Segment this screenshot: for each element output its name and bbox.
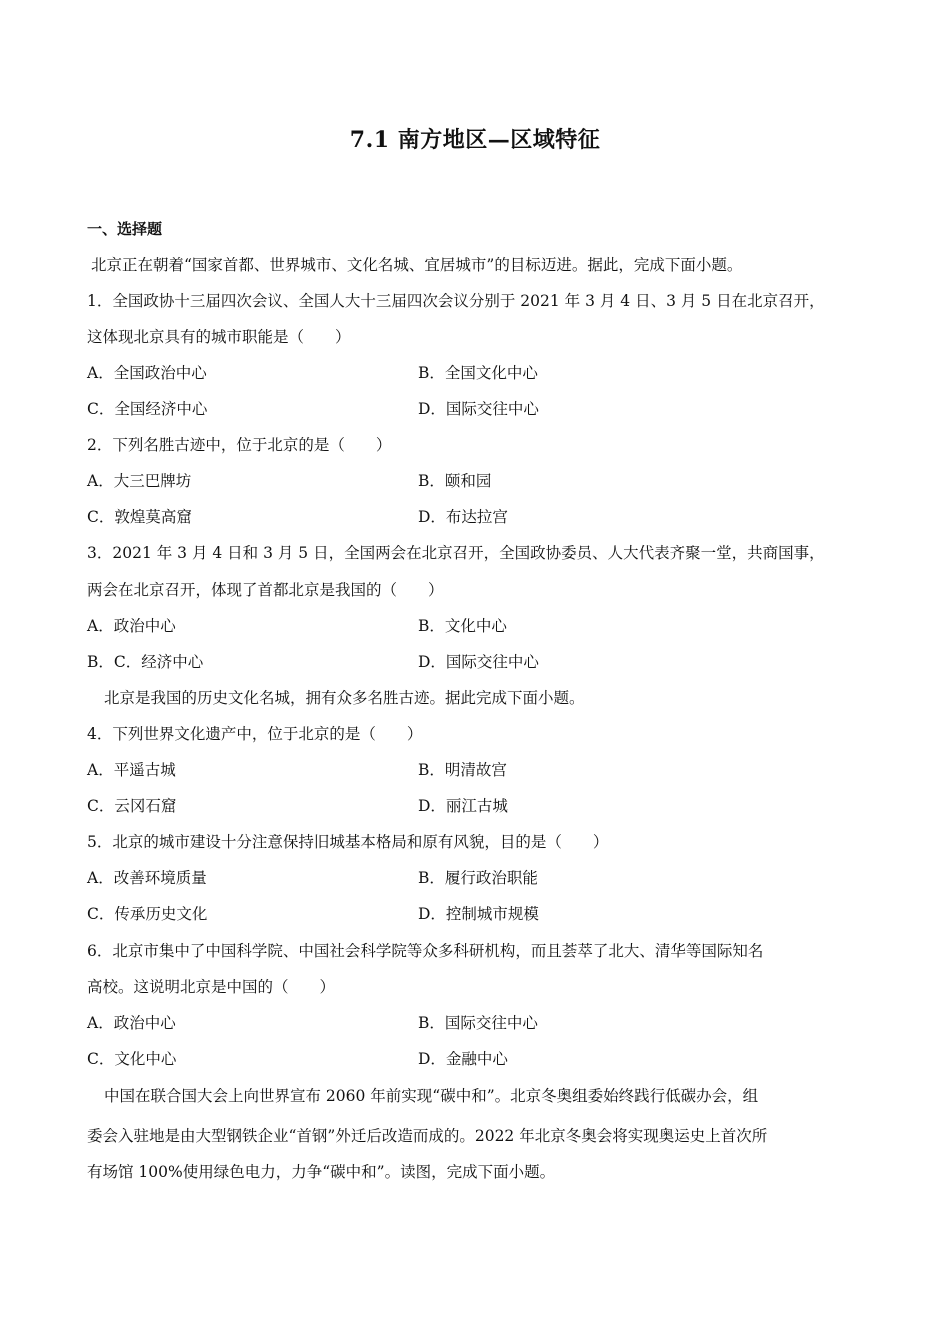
question-4-option-c: C．云冈石窟 [87,797,177,815]
question-1-option-a: A．全国政治中心 [87,364,207,382]
question-5-text: 5．北京的城市建设十分注意保持旧城基本格局和原有风貌，目的是（ ） [87,833,609,851]
question-6-option-d: D．金融中心 [418,1050,508,1068]
page-title: 7.1 南方地区—区域特征 [349,127,601,153]
question-4-option-a: A．平遥古城 [87,761,176,779]
question-3-option-c: B．C．经济中心 [87,653,204,671]
intro-paragraph-3-cont: 委会入驻地是由大型钢铁企业“首钢”外迁后改造而成的。2022 年北京冬奥会将实现奥运史上首次所 [87,1127,768,1145]
question-5-option-b: B．履行政治职能 [418,869,538,887]
question-2-option-b: B．颐和园 [418,472,492,490]
question-3-text-cont: 两会在北京召开，体现了首都北京是我国的（ ） [87,581,444,599]
question-2-option-c: C．敦煌莫高窟 [87,508,192,526]
question-3-option-a: A．政治中心 [87,617,176,635]
question-5-option-a: A．改善环境质量 [87,869,207,887]
intro-paragraph-3-end: 有场馆 100%使用绿色电力，力争“碳中和”。读图，完成下面小题。 [87,1163,556,1181]
question-2-option-a: A．大三巴牌坊 [87,472,192,490]
question-4-text: 4．下列世界文化遗产中，位于北京的是（ ） [87,725,423,743]
intro-paragraph-1: 北京正在朝着“国家首都、世界城市、文化名城、宜居城市”的目标迈进。据此，完成下面小题。 [91,256,743,274]
question-6-option-c: C．文化中心 [87,1050,177,1068]
intro-paragraph-3: 中国在联合国大会上向世界宣布 2060 年前实现“碳中和”。北京冬奥组委始终践行低碳办会，组 [104,1087,759,1105]
question-1-text-cont: 这体现北京具有的城市职能是（ ） [87,328,351,346]
question-2-text: 2．下列名胜古迹中，位于北京的是（ ） [87,436,392,454]
question-6-option-a: A．政治中心 [87,1014,176,1032]
question-6-option-b: B．国际交往中心 [418,1014,538,1032]
question-1-option-c: C．全国经济中心 [87,400,208,418]
question-1-option-b: B．全国文化中心 [418,364,538,382]
section-heading: 一、选择题 [87,220,163,238]
question-3-text: 3．2021 年 3 月 4 日和 3 月 5 日，全国两会在北京召开，全国政协委员、人大代表齐聚一堂，共商国事， [87,544,825,562]
question-6-text: 6．北京市集中了中国科学院、中国社会科学院等众多科研机构，而且荟萃了北大、清华等国际知名 [87,942,764,960]
intro-paragraph-2: 北京是我国的历史文化名城，拥有众多名胜古迹。据此完成下面小题。 [104,689,585,707]
question-3-option-d: D．国际交往中心 [418,653,539,671]
question-6-text-cont: 高校。这说明北京是中国的（ ） [87,978,336,996]
question-1-text: 1．全国政协十三届四次会议、全国人大十三届四次会议分别于 2021 年 3 月 4 日、3 月 5 日在北京召开， [87,292,825,310]
question-4-option-d: D．丽江古城 [418,797,508,815]
question-4-option-b: B．明清故宫 [418,761,507,779]
question-2-option-d: D．布达拉宫 [418,508,508,526]
question-5-option-d: D．控制城市规模 [418,905,539,923]
question-3-option-b: B．文化中心 [418,617,507,635]
question-5-option-c: C．传承历史文化 [87,905,208,923]
question-1-option-d: D．国际交往中心 [418,400,539,418]
